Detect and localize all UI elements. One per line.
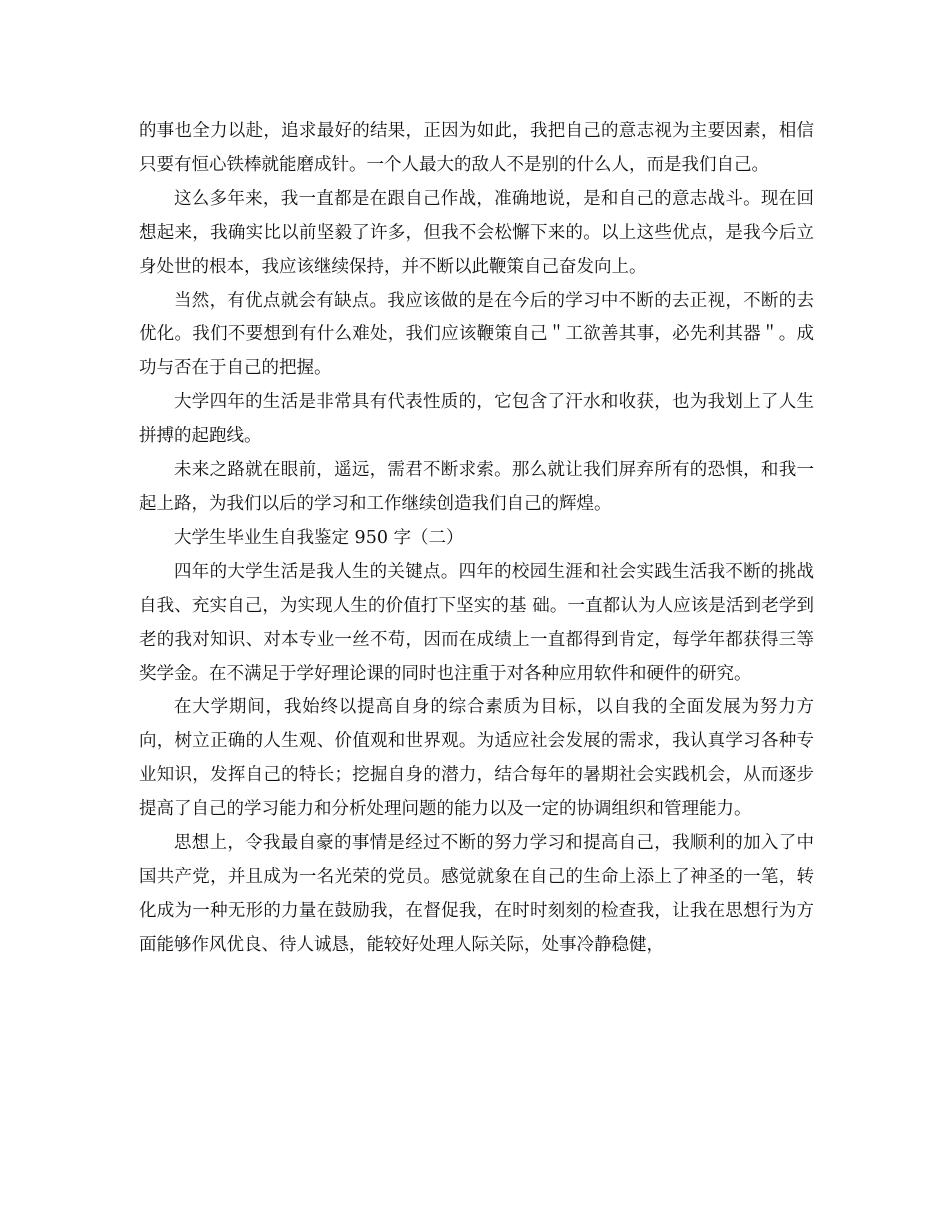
paragraph-continuation: 的事也全力以赴，追求最好的结果，正因为如此，我把自己的意志视为主要因素，相信只要有恒心铁棒就能磨成针。一个人最大的敌人不是别的什么人，而是我们自己。 (139, 121, 814, 175)
paragraph: 在大学期间，我始终以提高自身的综合素质为目标，以自我的全面发展为努力方向，树立正确的人生观、价值观和世界观。为适应社会发展的需求，我认真学习各种专业知识，发挥自己的特长；挖掘自身的潜力，结合每年的暑期社会实践机会，从而逐步提高了自己的学习能力和分析处理问题的能力以及一定的协调组织和管理能力。 (139, 697, 814, 820)
section-heading: 大学生毕业生自我鉴定 950 字（二） (174, 527, 464, 548)
document-body (139, 115, 814, 963)
paragraph: 四年的大学生活是我人生的关键点。四年的校园生涯和社会实践生活我不断的挑战自我、充实自己，为实现人生的价值打下坚实的基 础。一直都认为人应该是活到老学到老的我对知识、对本专业一丝不苟，因而在成绩上一直都得到肯定，每学年都获得三等奖学金。在不满足于学好理论课的同时也注重于对各种应用软件和硬件的研究。 (139, 561, 814, 684)
paragraph: 大学四年的生活是非常具有代表性质的，它包含了汗水和收获，也为我划上了人生拼搏的起跑线。 (139, 392, 814, 447)
paragraph: 这么多年来，我一直都是在跟自己作战，准确地说，是和自己的意志战斗。现在回想起来，我确实比以前坚毅了许多，但我不会松懈下来的。以上这些优点，是我今后立身处世的根本，我应该继续保持，并不断以此鞭策自己奋发向上。 (139, 188, 814, 277)
paragraph: 未来之路就在眼前，遥远，需君不断求索。那么就让我们屏弃所有的恐惧，和我一起上路，为我们以后的学习和工作继续创造我们自己的辉煌。 (139, 460, 814, 514)
paragraph: 当然，有优点就会有缺点。我应该做的是在今后的学习中不断的去正视，不断的去优化。我们不要想到有什么难处，我们应该鞭策自己＂工欲善其事，必先利其器＂。成功与否在于自己的把握。 (139, 290, 814, 379)
paragraph: 思想上，令我最自豪的事情是经过不断的努力学习和提高自己，我顺利的加入了中国共产党，并且成为一名光荣的党员。感觉就象在自己的生命上添上了神圣的一笔，转化成为一种无形的力量在鼓励我，在督促我，在时时刻刻的检查我，让我在思想行为方面能够作风优良、待人诚恳，能较好处理人际关际，处事冷静稳健， (139, 833, 814, 955)
